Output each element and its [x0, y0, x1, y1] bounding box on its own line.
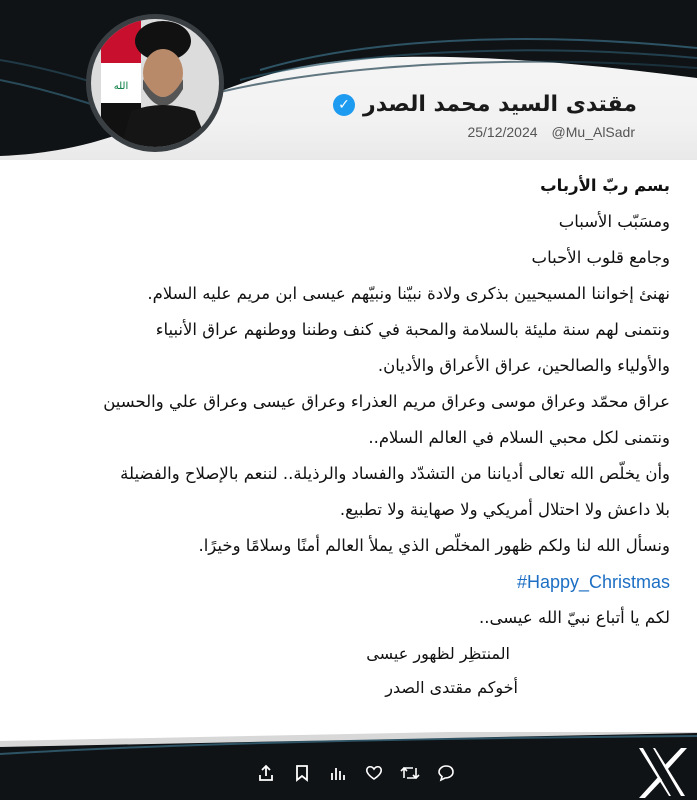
views-icon[interactable] [328, 763, 348, 783]
svg-text:الله: الله [113, 81, 129, 92]
post-line: وأن يخلّص الله تعالى أدياننا من التشدّد والفساد والرذيلة.. لننعم بالإصلاح والفضيلة [120, 464, 670, 483]
avatar[interactable] [86, 14, 224, 152]
name-row [333, 92, 637, 117]
hashtag-link[interactable]: #Happy_Christmas [516, 572, 670, 592]
post-line: والأولياء والصالحين، عراق الأعراق والأديان. [377, 356, 670, 375]
signature-line-2: أخوكم مقتدى الصدر [385, 678, 518, 697]
post-body [30, 172, 670, 708]
reply-icon[interactable] [436, 763, 456, 783]
x-logo-icon [633, 744, 691, 800]
post-line: ومسَبّب الأسباب [558, 212, 670, 231]
post-line: بسم ربّ الأرباب [540, 176, 670, 195]
post-line: وجامع قلوب الأحباب [531, 248, 670, 267]
closing-line: لكم يا أتباع نبيّ الله عيسى.. [478, 608, 670, 627]
like-icon[interactable] [364, 763, 384, 783]
display-name[interactable]: مقتدى السيد محمد الصدر [363, 92, 637, 117]
profile-photo-icon [91, 19, 219, 147]
profile-header [0, 0, 697, 160]
post-line: نهنئ إخواننا المسيحيين بذكرى ولادة نبيّنا ونبيّهم عيسى ابن مريم عليه السلام. [147, 284, 670, 303]
bookmark-icon[interactable] [292, 763, 312, 783]
repost-icon[interactable] [400, 763, 420, 783]
post-line: ونتمنى لهم سنة مليئة بالسلامة والمحبة في كنف وطننا ووطنهم عراق الأنبياء [155, 320, 670, 339]
post-line: عراق محمّد وعراق موسى وعراق مريم العذراء وعراق عيسى وعراق علي والحسين [103, 392, 670, 411]
post-line: بلا داعش ولا احتلال أمريكي ولا صهاينة ولا تطبيع. [339, 500, 670, 519]
verified-badge-icon: ✓ [333, 94, 355, 116]
meta-row [467, 124, 635, 140]
post-date: 25/12/2024 [467, 124, 538, 140]
share-icon[interactable] [256, 763, 276, 783]
post-line: ونسأل الله لنا ولكم ظهور المخلّص الذي يملأ العالم أمنًا وسلامًا وخيرًا. [198, 536, 670, 555]
signature-line-1: المنتظِر لظهور عيسى [366, 644, 510, 663]
post-line: ونتمنى لكل محبي السلام في العالم السلام.. [368, 428, 670, 447]
action-bar [256, 763, 456, 783]
handle[interactable]: @Mu_AlSadr [551, 124, 635, 140]
